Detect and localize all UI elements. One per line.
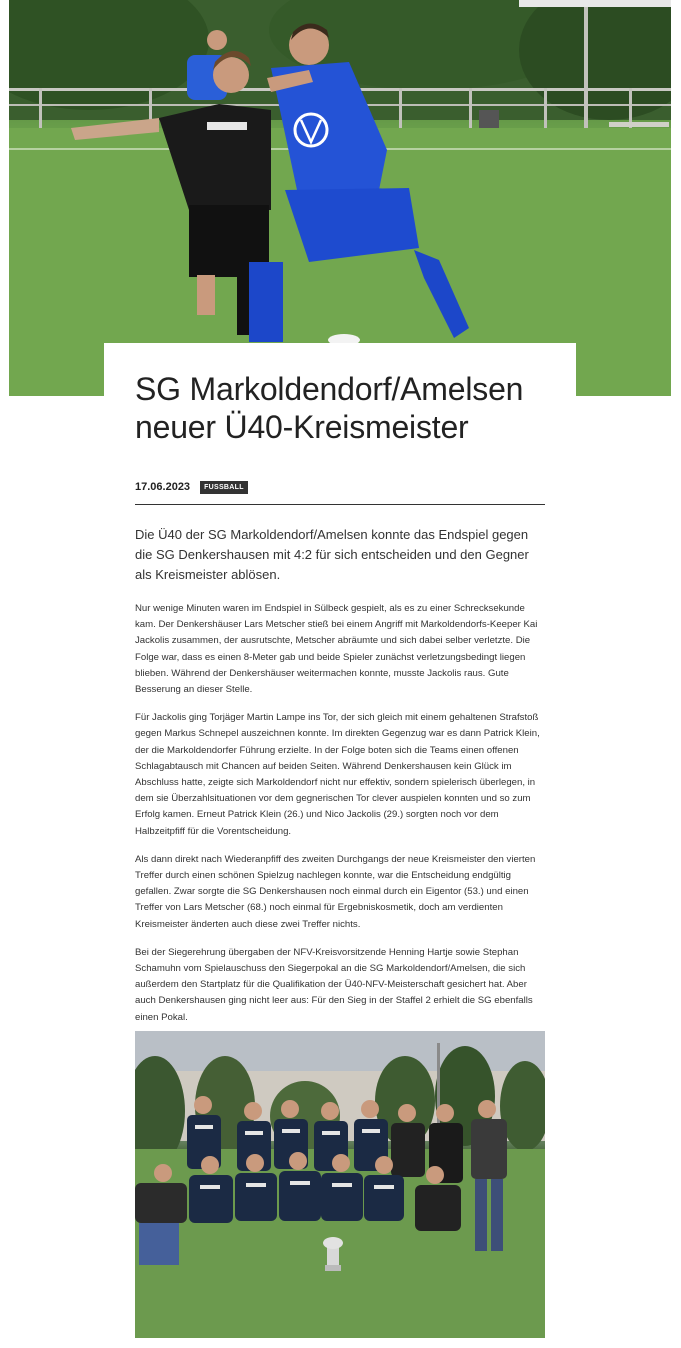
article-paragraph: Für Jackolis ging Torjäger Martin Lampe ins Tor, der sich gleich mit einem gehaltenen Strafstoß gegen Markus Schnepel auszeichnen konnte. Im direkten Gegenzug war es dann Patrick Klein, der die Markoldendorfer Führung erzielte. In der Folge boten sich die Teams einen offenen Schlagabtausch mit Chancen auf beiden Seiten. Während Denkershausen kein Glück im Abschluss hatte, zeigte sich Markoldendorf nicht nur effektiv, sondern spielerisch überlegen, in dem sie Überzahlsituationen vor dem gegnerischen Tor clever auspielen konnten und so zum Erfolg kamen. Erneut Patrick Klein (26.) und Nico Jackolis (29.) sorgten noch vor dem Halbzeitpfiff für die Vorentscheidung. [135, 712, 540, 837]
article-paragraph: Als dann direkt nach Wiederanpfiff des zweiten Durchgangs der neue Kreismeister den vierten Treffer durch einen schönen Spielzug nachlegen konnte, war die Entscheidung endgültig gefallen. Zwar sorgte die SG Denkershausen noch einmal durch ein Eigentor (53.) und einen Treffer von Lars Metscher (68.) noch einmal für Ergebniskosmetik, doch am verdienten Kreismeister änderten auch diese zwei Treffer nichts. [135, 853, 536, 930]
article-date: 17.06.2023 [135, 481, 191, 493]
article-meta [135, 476, 545, 498]
article-lead: Die Ü40 der SG Markoldendorf/Amelsen konnte das Endspiel gegen die SG Denkershausen mit 4:2 für sich entscheiden und den Gegner als Kreismeister ablösen. [135, 527, 529, 582]
article-content [135, 370, 545, 1026]
article-title-line-1: SG Markoldendorf/Amelsen [135, 371, 524, 407]
category-tag[interactable]: FUSSBALL [200, 481, 248, 494]
article-title [135, 370, 545, 446]
divider [135, 504, 545, 505]
hero-photo [9, 0, 671, 396]
article-paragraph: Bei der Siegerehrung übergaben der NFV-Kreisvorsitzende Henning Hartje sowie Stephan Schamuhn vom Spielauschuss den Siegerpokal an die SG Markoldendorf/Amelsen, die sich außerdem den Startplatz für die Qualifikation der Ü40-NFV-Meisterschaft gesichert hat. Aber auch Denkershausen ging nicht leer aus: Für den Sieg in der Staffel 2 erhielt die SG ebenfalls einen Pokal. [135, 946, 533, 1023]
article-paragraph: Nur wenige Minuten waren im Endspiel in Sülbeck gespielt, als es zu einer Schrecksekunde kam. Der Denkershäuser Lars Metscher stieß bei einem Angriff mit Markoldendorfs-Keeper Kai Jackolis zusammen, der ausrutschte, Metscher abräumte und sich dabei selber verletzte. Die Folge war, dass es einen 8-Meter gab und beide Spieler zunächst verletzungsbedingt liegen blieben. Während der Denkershäuser weitermachen konnte, musste Jackolis raus. Gute Besserung an dieser Stelle. [135, 603, 538, 696]
article-title-line-2: neuer Ü40-Kreismeister [135, 409, 469, 445]
team-photo [135, 1031, 545, 1338]
